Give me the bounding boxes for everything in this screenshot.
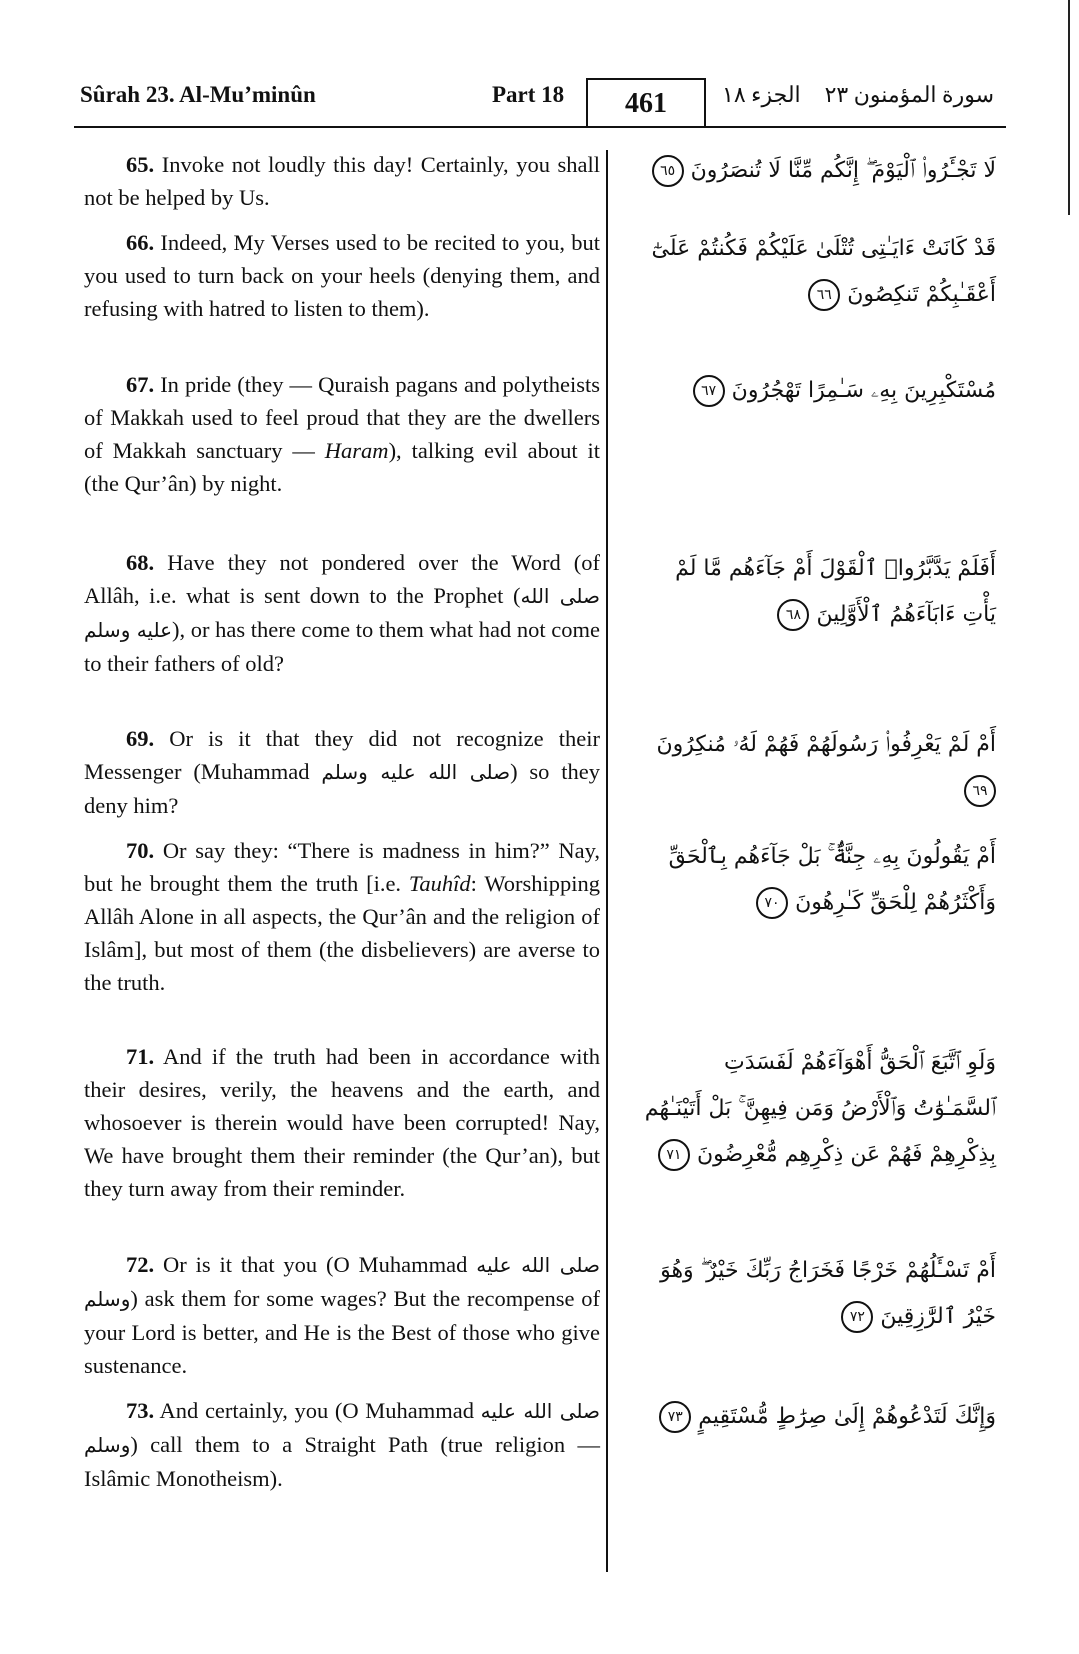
verse-text: Or is it that you (O Muhammad	[163, 1252, 468, 1277]
verse-68-english: 68. Have they not pondered over the Word (of Allâh, i.e. what is sent down to the Prophet (صلى الله عليه وسلم), or has there come to them what had not come to their fathers of old?	[84, 550, 601, 676]
verse-65-english	[84, 148, 600, 214]
column-divider	[606, 150, 608, 1572]
juz-arabic: الجزء ١٨	[722, 82, 801, 107]
verse-text: ), talking evil about it (the Qur’ân) by night.	[84, 438, 601, 496]
verse-italic-term: Tauhîd	[408, 871, 471, 896]
verse-text: ) so they deny him?	[84, 759, 601, 818]
verse-text: Or is it that they did not recognize their Messenger (Muhammad	[84, 726, 600, 784]
ayah-end-marker: ٧٠	[756, 887, 788, 919]
honorific-arabic: صلى الله عليه وسلم	[84, 1253, 601, 1311]
verse-number: 67.	[126, 372, 155, 397]
surah-title: Sûrah 23. Al-Mu’minûn	[80, 82, 316, 107]
verse-number: 72.	[126, 1252, 155, 1277]
arabic-text: لَا تَجْـَٔرُوا۟ ٱلْيَوْمَ ۖ إِنَّكُم مِّنَّا لَا تُنصَرُونَ	[690, 158, 996, 183]
ayah-end-marker: ٧٢	[841, 1301, 873, 1333]
verse-text: In pride (they — Quraish pagans and polytheists of Makkah used to feel proud that they are the dwellers of Makkah sanctuary —	[84, 372, 600, 463]
verse-66-arabic	[636, 226, 996, 318]
honorific-arabic: صلى الله عليه وسلم	[84, 1399, 601, 1457]
verse-71-english	[84, 1040, 600, 1205]
part-label: Part 18	[492, 82, 565, 107]
page-edge-line	[1068, 0, 1070, 215]
arabic-text: أَفَلَمْ يَدَّبَّرُوا۟ ٱلْقَوْلَ أَمْ جَآءَهُم مَّا لَمْ يَأْتِ ءَابَآءَهُمُ ٱلْأَوَّلِينَ	[675, 556, 996, 627]
verse-67-arabic	[636, 368, 996, 414]
honorific-arabic: صلى الله عليه وسلم	[321, 760, 511, 784]
verse-69-arabic	[636, 722, 996, 814]
verse-65-arabic	[636, 148, 996, 194]
header-rule	[74, 126, 1006, 128]
verse-text: And if the truth had been in accordance with their desires, verily, the heavens and the earth, and whosoever is therein would have been corrupted! Nay, We have brought them their reminder (the Qur’an), but they turn away from their reminder.	[84, 1044, 600, 1201]
verse-text: Have they not pondered over the Word (of Allâh, i.e. what is sent down to the Prophet	[84, 550, 600, 608]
verse-71-arabic	[636, 1040, 996, 1178]
verse-number: 66.	[126, 230, 155, 255]
verse-number: 69.	[126, 726, 155, 751]
arabic-text: قَدْ كَانَتْ ءَايَـٰتِى تُتْلَىٰ عَلَيْكُمْ فَكُنتُمْ عَلَىٰٓ أَعْقَـٰبِكُمْ تَنكِصُونَ	[651, 236, 996, 307]
verse-70-arabic	[636, 834, 996, 926]
honorific-arabic: صلى الله عليه وسلم	[84, 584, 601, 642]
verse-67-english	[84, 368, 600, 500]
arabic-text: مُسْتَكْبِرِينَ بِهِۦ سَـٰمِرًا تَهْجُرُونَ	[731, 378, 996, 403]
verse-number: 73.	[126, 1398, 155, 1423]
ayah-end-marker: ٦٦	[808, 279, 840, 311]
ayah-end-marker: ٦٨	[777, 599, 809, 631]
ayah-end-marker: ٧١	[658, 1139, 690, 1171]
verse-italic-term: Haram	[324, 438, 389, 463]
verse-number: 65.	[126, 152, 155, 177]
surah-title-arabic: سورة المؤمنون ٢٣	[824, 82, 994, 107]
arabic-text: وَإِنَّكَ لَتَدْعُوهُمْ إِلَىٰ صِرَٰطٍ مُّسْتَقِيمٍ	[698, 1404, 996, 1429]
verse-72-arabic	[636, 1248, 996, 1340]
verse-70-english	[84, 834, 600, 999]
arabic-text: أَمْ لَمْ يَعْرِفُوا۟ رَسُولَهُمْ فَهُمْ لَهُۥ مُنكِرُونَ	[656, 732, 996, 757]
verse-66-english	[84, 226, 600, 325]
arabic-text: أَمْ تَسْـَٔلُهُمْ خَرْجًا فَخَرَاجُ رَبِّكَ خَيْرٌ ۖ وَهُوَ خَيْرُ ٱلرَّٰزِقِينَ	[660, 1258, 996, 1329]
verse-text: ), or has there come to them what had not come to their fathers of old?	[84, 617, 601, 676]
verse-number: 68.	[126, 550, 155, 575]
verse-68-arabic	[636, 546, 996, 638]
page-header	[74, 70, 1000, 126]
ayah-end-marker: ٦٥	[652, 155, 684, 187]
verse-72-english	[84, 1248, 600, 1382]
verse-text: ) ask them for some wages? But the recompense of your Lord is better, and He is the Best of those who give sustenance.	[84, 1286, 600, 1378]
verse-number: 70.	[126, 838, 155, 863]
verse-73-arabic	[636, 1394, 996, 1440]
verse-69-english	[84, 722, 600, 822]
verse-number: 71.	[126, 1044, 155, 1069]
ayah-end-marker: ٦٧	[693, 375, 725, 407]
verse-text: : Worshipping Allâh Alone in all aspects, the Qur’ân and the religion of Islâm], but most of them (the disbelievers) are averse to the truth.	[84, 871, 601, 995]
verse-text: Invoke not loudly this day! Certainly, you shall not be helped by Us.	[84, 152, 601, 210]
verse-73-english	[84, 1394, 600, 1495]
verse-text: And certainly, you (O Muhammad	[159, 1398, 474, 1423]
arabic-text: أَمْ يَقُولُونَ بِهِۦ جِنَّةٌۢ ۚ بَلْ جَآءَهُم بِٱلْحَقِّ وَأَكْثَرُهُمْ لِلْحَقِّ كَـٰرِهُونَ	[668, 844, 996, 915]
ayah-end-marker: ٧٣	[659, 1401, 691, 1433]
ayah-end-marker: ٦٩	[964, 775, 996, 807]
arabic-text: وَلَوِ ٱتَّبَعَ ٱلْحَقُّ أَهْوَآءَهُمْ لَفَسَدَتِ ٱلسَّمَـٰوَٰتُ وَٱلْأَرْضُ وَمَن فِيهِنَّ ۚ بَلْ أَتَيْنَـٰهُم بِذِكْرِهِمْ فَهُمْ عَن ذِكْرِهِم مُّعْرِضُونَ	[644, 1050, 996, 1167]
verse-text: ) call them to a Straight Path (true religion — Islâmic Monotheism).	[84, 1432, 600, 1491]
verse-text: Indeed, My Verses used to be recited to you, but you used to turn back on your heels (denying them, and refusing with hatred to listen to them).	[84, 230, 600, 321]
page-number: 461	[586, 78, 706, 126]
verse-text: Or say they: “There is madness in him?” Nay, but he brought them the truth [i.e.	[84, 838, 601, 896]
